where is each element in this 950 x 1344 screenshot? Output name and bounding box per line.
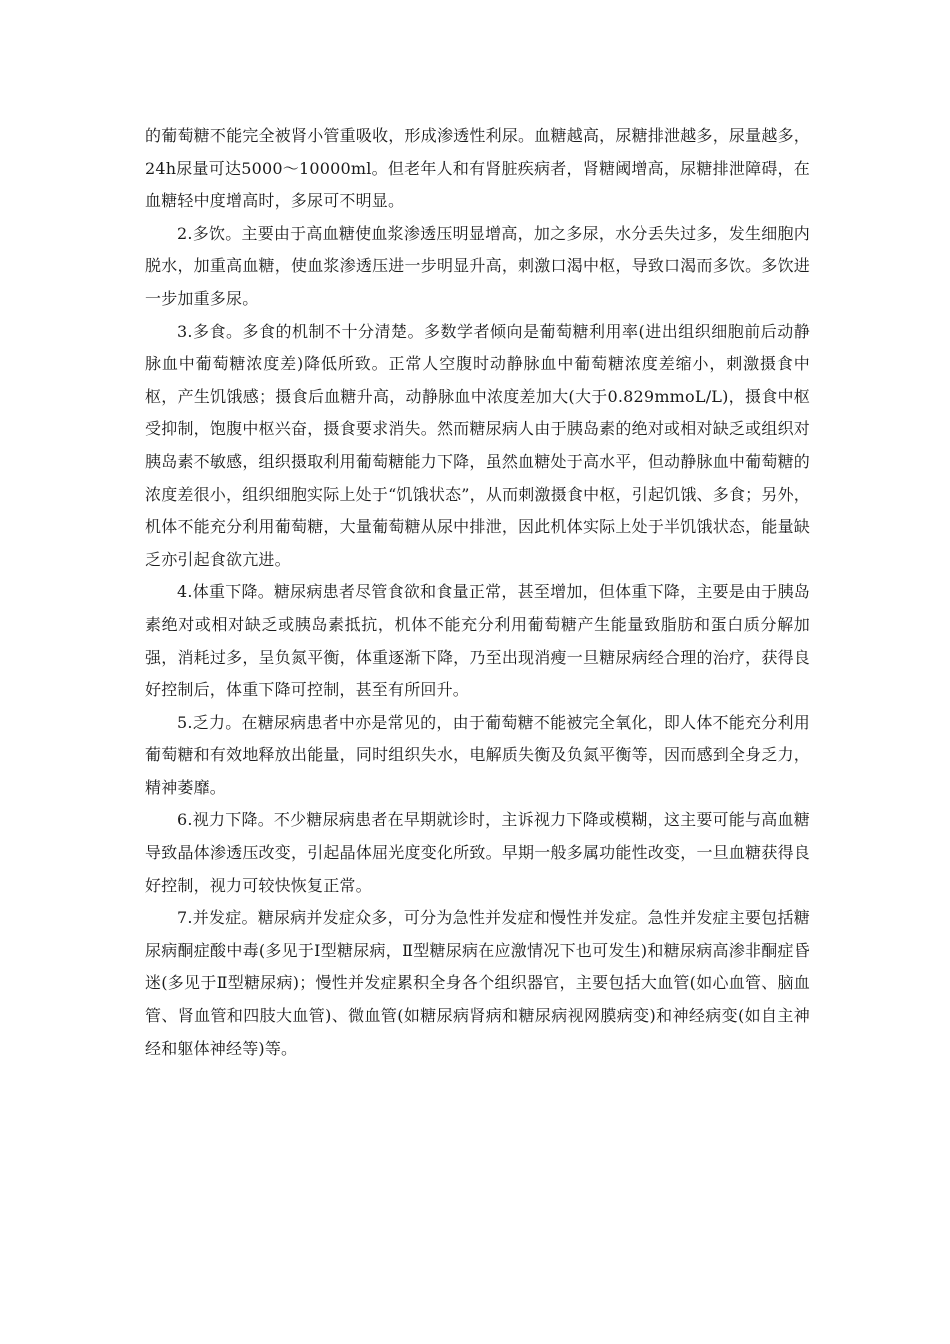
paragraph-vision-decline: 6.视力下降。不少糖尿病患者在早期就诊时，主诉视力下降或模糊，这主要可能与高血糖导致晶体渗透压改变，引起晶体屈光度变化所致。早期一般多属功能性改变，一旦血糖获得良好控制，视力可较快恢复正常。 (145, 810, 810, 895)
paragraph-fatigue: 5.乏力。在糖尿病患者中亦是常见的，由于葡萄糖不能被完全氧化，即人体不能充分利用葡萄糖和有效地释放出能量，同时组织失水，电解质失衡及负氮平衡等，因而感到全身乏力，精神萎靡。 (145, 712, 810, 797)
paragraph-complications: 7.并发症。糖尿病并发症众多，可分为急性并发症和慢性并发症。急性并发症主要包括糖尿病酮症酸中毒(多见于Ⅰ型糖尿病，Ⅱ型糖尿病在应激情况下也可发生)和糖尿病高渗非酮症昏迷(多见于Ⅱ型糖尿病)；慢性并发症累积全身各个组织器官，主要包括大血管(如心血管、脑血管、肾血管和四肢大血管)、微血管(如糖尿病肾病和糖尿病视网膜病变)和神经病变(如自主神经和躯体神经等)等。 (145, 908, 810, 1058)
paragraph-polydipsia: 2.多饮。主要由于高血糖使血浆渗透压明显增高，加之多尿，水分丢失过多，发生细胞内脱水，加重高血糖，使血浆渗透压进一步明显升高，刺激口渴中枢，导致口渴而多饮。多饮进一步加重多尿。 (145, 223, 810, 308)
paragraph-weight-loss: 4.体重下降。糖尿病患者尽管食欲和食量正常，甚至增加，但体重下降，主要是由于胰岛素绝对或相对缺乏或胰岛素抵抗，机体不能充分利用葡萄糖产生能量致脂肪和蛋白质分解加强，消耗过多，呈负氮平衡，体重逐渐下降，乃至出现消瘦一旦糖尿病经合理的治疗，获得良好控制后，体重下降可控制，甚至有所回升。 (145, 582, 810, 700)
paragraph-polyphagia: 3.多食。多食的机制不十分清楚。多数学者倾向是葡萄糖利用率(进出组织细胞前后动静脉血中葡萄糖浓度差)降低所致。正常人空腹时动静脉血中葡萄糖浓度差缩小，刺激摄食中枢，产生饥饿感；摄食后血糖升高，动静脉血中浓度差加大(大于0.829mmoL/L)，摄食中枢受抑制，饱腹中枢兴奋，摄食要求消失。然而糖尿病人由于胰岛素的绝对或相对缺乏或组织对胰岛素不敏感，组织摄取利用葡萄糖能力下降，虽然血糖处于高水平，但动静脉血中葡萄糖的浓度差很小，组织细胞实际上处于“饥饿状态”，从而刺激摄食中枢，引起饥饿、多食；另外，机体不能充分利用葡萄糖，大量葡萄糖从尿中排泄，因此机体实际上处于半饥饿状态，能量缺乏亦引起食欲亢进。 (145, 321, 810, 569)
paragraph-polyuria-continued: 的葡萄糖不能完全被肾小管重吸收，形成渗透性利尿。血糖越高，尿糖排泄越多，尿量越多，24h尿量可达5000～10000ml。但老年人和有肾脏疾病者，肾糖阈增高，尿糖排泄障碍，在血糖轻中度增高时，多尿可不明显。 (145, 126, 810, 211)
document-page (145, 120, 810, 1065)
